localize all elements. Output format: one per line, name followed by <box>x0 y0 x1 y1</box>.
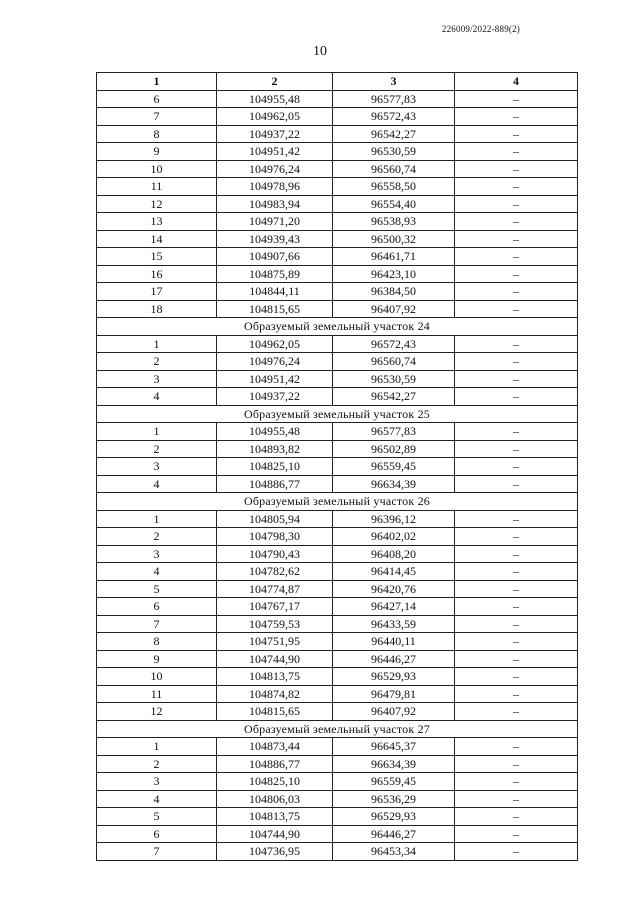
y-coordinate-cell: 96479,81 <box>333 685 455 703</box>
x-coordinate-cell: 104874,82 <box>217 685 333 703</box>
section-title: Образуемый земельный участок 27 <box>97 720 578 738</box>
note-cell: – <box>455 685 578 703</box>
y-coordinate-cell: 96407,92 <box>333 703 455 721</box>
table-row <box>97 458 578 476</box>
note-cell: – <box>455 755 578 773</box>
x-coordinate-cell: 104782,62 <box>217 563 333 581</box>
y-coordinate-cell: 96538,93 <box>333 213 455 231</box>
y-coordinate-cell: 96427,14 <box>333 598 455 616</box>
point-number-cell: 7 <box>97 843 217 861</box>
y-coordinate-cell: 96414,45 <box>333 563 455 581</box>
header-row <box>97 73 578 91</box>
x-coordinate-cell: 104955,48 <box>217 90 333 108</box>
y-coordinate-cell: 96433,59 <box>333 615 455 633</box>
note-cell: – <box>455 510 578 528</box>
y-coordinate-cell: 96423,10 <box>333 265 455 283</box>
y-coordinate-cell: 96536,29 <box>333 790 455 808</box>
x-coordinate-cell: 104744,90 <box>217 650 333 668</box>
note-cell: – <box>455 703 578 721</box>
x-coordinate-cell: 104806,03 <box>217 790 333 808</box>
note-cell: – <box>455 335 578 353</box>
table-row <box>97 108 578 126</box>
note-cell: – <box>455 475 578 493</box>
table-row <box>97 528 578 546</box>
document-reference: 226009/2022-889(2) <box>441 24 520 34</box>
note-cell: – <box>455 423 578 441</box>
column-header-2: 2 <box>217 73 333 91</box>
point-number-cell: 5 <box>97 808 217 826</box>
table-row <box>97 598 578 616</box>
x-coordinate-cell: 104978,96 <box>217 178 333 196</box>
table-row <box>97 440 578 458</box>
point-number-cell: 16 <box>97 265 217 283</box>
point-number-cell: 12 <box>97 703 217 721</box>
section-title: Образуемый земельный участок 25 <box>97 405 578 423</box>
table-row <box>97 125 578 143</box>
point-number-cell: 3 <box>97 545 217 563</box>
table-header <box>97 73 578 91</box>
point-number-cell: 9 <box>97 650 217 668</box>
note-cell: – <box>455 843 578 861</box>
x-coordinate-cell: 104774,87 <box>217 580 333 598</box>
point-number-cell: 8 <box>97 633 217 651</box>
y-coordinate-cell: 96572,43 <box>333 335 455 353</box>
note-cell: – <box>455 668 578 686</box>
x-coordinate-cell: 104815,65 <box>217 703 333 721</box>
point-number-cell: 15 <box>97 248 217 266</box>
point-number-cell: 6 <box>97 825 217 843</box>
y-coordinate-cell: 96461,71 <box>333 248 455 266</box>
x-coordinate-cell: 104937,22 <box>217 388 333 406</box>
x-coordinate-cell: 104767,17 <box>217 598 333 616</box>
x-coordinate-cell: 104873,44 <box>217 738 333 756</box>
point-number-cell: 5 <box>97 580 217 598</box>
table-row <box>97 808 578 826</box>
note-cell: – <box>455 773 578 791</box>
note-cell: – <box>455 545 578 563</box>
point-number-cell: 8 <box>97 125 217 143</box>
x-coordinate-cell: 104955,48 <box>217 423 333 441</box>
note-cell: – <box>455 125 578 143</box>
note-cell: – <box>455 370 578 388</box>
point-number-cell: 1 <box>97 510 217 528</box>
section-title: Образуемый земельный участок 26 <box>97 493 578 511</box>
note-cell: – <box>455 615 578 633</box>
x-coordinate-cell: 104815,65 <box>217 300 333 318</box>
y-coordinate-cell: 96572,43 <box>333 108 455 126</box>
point-number-cell: 7 <box>97 108 217 126</box>
y-coordinate-cell: 96560,74 <box>333 160 455 178</box>
x-coordinate-cell: 104983,94 <box>217 195 333 213</box>
point-number-cell: 1 <box>97 738 217 756</box>
table-row <box>97 685 578 703</box>
x-coordinate-cell: 104798,30 <box>217 528 333 546</box>
note-cell: – <box>455 598 578 616</box>
table-row <box>97 388 578 406</box>
note-cell: – <box>455 633 578 651</box>
table-row <box>97 213 578 231</box>
point-number-cell: 11 <box>97 178 217 196</box>
table-row <box>97 510 578 528</box>
note-cell: – <box>455 283 578 301</box>
point-number-cell: 10 <box>97 668 217 686</box>
column-header-3: 3 <box>333 73 455 91</box>
point-number-cell: 4 <box>97 563 217 581</box>
point-number-cell: 4 <box>97 790 217 808</box>
x-coordinate-cell: 104805,94 <box>217 510 333 528</box>
x-coordinate-cell: 104825,10 <box>217 773 333 791</box>
y-coordinate-cell: 96634,39 <box>333 475 455 493</box>
point-number-cell: 10 <box>97 160 217 178</box>
note-cell: – <box>455 440 578 458</box>
x-coordinate-cell: 104939,43 <box>217 230 333 248</box>
table-row <box>97 650 578 668</box>
point-number-cell: 2 <box>97 755 217 773</box>
table-row <box>97 178 578 196</box>
point-number-cell: 6 <box>97 598 217 616</box>
note-cell: – <box>455 248 578 266</box>
point-number-cell: 13 <box>97 213 217 231</box>
point-number-cell: 9 <box>97 143 217 161</box>
point-number-cell: 7 <box>97 615 217 633</box>
note-cell: – <box>455 738 578 756</box>
x-coordinate-cell: 104790,43 <box>217 545 333 563</box>
note-cell: – <box>455 178 578 196</box>
y-coordinate-cell: 96453,34 <box>333 843 455 861</box>
note-cell: – <box>455 213 578 231</box>
y-coordinate-cell: 96446,27 <box>333 650 455 668</box>
table-row <box>97 353 578 371</box>
table-body <box>97 90 578 860</box>
note-cell: – <box>455 458 578 476</box>
point-number-cell: 3 <box>97 458 217 476</box>
y-coordinate-cell: 96577,83 <box>333 90 455 108</box>
table-row <box>97 475 578 493</box>
y-coordinate-cell: 96560,74 <box>333 353 455 371</box>
table-row <box>97 615 578 633</box>
y-coordinate-cell: 96420,76 <box>333 580 455 598</box>
point-number-cell: 2 <box>97 440 217 458</box>
note-cell: – <box>455 300 578 318</box>
table-row <box>97 563 578 581</box>
x-coordinate-cell: 104844,11 <box>217 283 333 301</box>
y-coordinate-cell: 96645,37 <box>333 738 455 756</box>
y-coordinate-cell: 96530,59 <box>333 143 455 161</box>
x-coordinate-cell: 104971,20 <box>217 213 333 231</box>
point-number-cell: 12 <box>97 195 217 213</box>
x-coordinate-cell: 104893,82 <box>217 440 333 458</box>
note-cell: – <box>455 388 578 406</box>
point-number-cell: 6 <box>97 90 217 108</box>
table-row <box>97 790 578 808</box>
coordinates-table <box>96 72 578 861</box>
point-number-cell: 14 <box>97 230 217 248</box>
x-coordinate-cell: 104976,24 <box>217 160 333 178</box>
note-cell: – <box>455 90 578 108</box>
x-coordinate-cell: 104951,42 <box>217 143 333 161</box>
x-coordinate-cell: 104962,05 <box>217 108 333 126</box>
table-row <box>97 825 578 843</box>
point-number-cell: 18 <box>97 300 217 318</box>
x-coordinate-cell: 104759,53 <box>217 615 333 633</box>
table-row <box>97 195 578 213</box>
x-coordinate-cell: 104813,75 <box>217 668 333 686</box>
x-coordinate-cell: 104962,05 <box>217 335 333 353</box>
y-coordinate-cell: 96500,32 <box>333 230 455 248</box>
point-number-cell: 2 <box>97 528 217 546</box>
note-cell: – <box>455 528 578 546</box>
x-coordinate-cell: 104951,42 <box>217 370 333 388</box>
note-cell: – <box>455 195 578 213</box>
table-row <box>97 90 578 108</box>
table-row <box>97 248 578 266</box>
y-coordinate-cell: 96529,93 <box>333 808 455 826</box>
table-row <box>97 703 578 721</box>
x-coordinate-cell: 104907,66 <box>217 248 333 266</box>
point-number-cell: 11 <box>97 685 217 703</box>
y-coordinate-cell: 96577,83 <box>333 423 455 441</box>
column-header-1: 1 <box>97 73 217 91</box>
y-coordinate-cell: 96446,27 <box>333 825 455 843</box>
table-row <box>97 370 578 388</box>
table-row <box>97 143 578 161</box>
page-number: 10 <box>313 44 327 59</box>
x-coordinate-cell: 104736,95 <box>217 843 333 861</box>
point-number-cell: 1 <box>97 423 217 441</box>
x-coordinate-cell: 104886,77 <box>217 475 333 493</box>
table-row <box>97 265 578 283</box>
point-number-cell: 3 <box>97 370 217 388</box>
note-cell: – <box>455 580 578 598</box>
x-coordinate-cell: 104744,90 <box>217 825 333 843</box>
y-coordinate-cell: 96554,40 <box>333 195 455 213</box>
x-coordinate-cell: 104813,75 <box>217 808 333 826</box>
y-coordinate-cell: 96558,50 <box>333 178 455 196</box>
table-row <box>97 580 578 598</box>
table-row <box>97 423 578 441</box>
note-cell: – <box>455 160 578 178</box>
table-row <box>97 300 578 318</box>
x-coordinate-cell: 104976,24 <box>217 353 333 371</box>
section-row <box>97 318 578 336</box>
y-coordinate-cell: 96408,20 <box>333 545 455 563</box>
note-cell: – <box>455 265 578 283</box>
y-coordinate-cell: 96440,11 <box>333 633 455 651</box>
note-cell: – <box>455 353 578 371</box>
note-cell: – <box>455 790 578 808</box>
x-coordinate-cell: 104825,10 <box>217 458 333 476</box>
section-title: Образуемый земельный участок 24 <box>97 318 578 336</box>
y-coordinate-cell: 96402,02 <box>333 528 455 546</box>
note-cell: – <box>455 808 578 826</box>
point-number-cell: 4 <box>97 388 217 406</box>
x-coordinate-cell: 104937,22 <box>217 125 333 143</box>
note-cell: – <box>455 108 578 126</box>
point-number-cell: 2 <box>97 353 217 371</box>
y-coordinate-cell: 96559,45 <box>333 458 455 476</box>
note-cell: – <box>455 563 578 581</box>
y-coordinate-cell: 96407,92 <box>333 300 455 318</box>
x-coordinate-cell: 104751,95 <box>217 633 333 651</box>
note-cell: – <box>455 143 578 161</box>
y-coordinate-cell: 96529,93 <box>333 668 455 686</box>
table-row <box>97 545 578 563</box>
y-coordinate-cell: 96530,59 <box>333 370 455 388</box>
y-coordinate-cell: 96542,27 <box>333 125 455 143</box>
section-row <box>97 405 578 423</box>
y-coordinate-cell: 96502,89 <box>333 440 455 458</box>
section-row <box>97 493 578 511</box>
note-cell: – <box>455 230 578 248</box>
table-row <box>97 668 578 686</box>
table-row <box>97 843 578 861</box>
note-cell: – <box>455 650 578 668</box>
point-number-cell: 3 <box>97 773 217 791</box>
table-row <box>97 283 578 301</box>
table-row <box>97 738 578 756</box>
y-coordinate-cell: 96396,12 <box>333 510 455 528</box>
y-coordinate-cell: 96634,39 <box>333 755 455 773</box>
column-header-4: 4 <box>455 73 578 91</box>
point-number-cell: 4 <box>97 475 217 493</box>
x-coordinate-cell: 104886,77 <box>217 755 333 773</box>
table-row <box>97 755 578 773</box>
table-row <box>97 773 578 791</box>
point-number-cell: 17 <box>97 283 217 301</box>
table-row <box>97 633 578 651</box>
table-row <box>97 160 578 178</box>
x-coordinate-cell: 104875,89 <box>217 265 333 283</box>
table-row <box>97 230 578 248</box>
y-coordinate-cell: 96559,45 <box>333 773 455 791</box>
note-cell: – <box>455 825 578 843</box>
table-row <box>97 335 578 353</box>
y-coordinate-cell: 96542,27 <box>333 388 455 406</box>
section-row <box>97 720 578 738</box>
point-number-cell: 1 <box>97 335 217 353</box>
y-coordinate-cell: 96384,50 <box>333 283 455 301</box>
